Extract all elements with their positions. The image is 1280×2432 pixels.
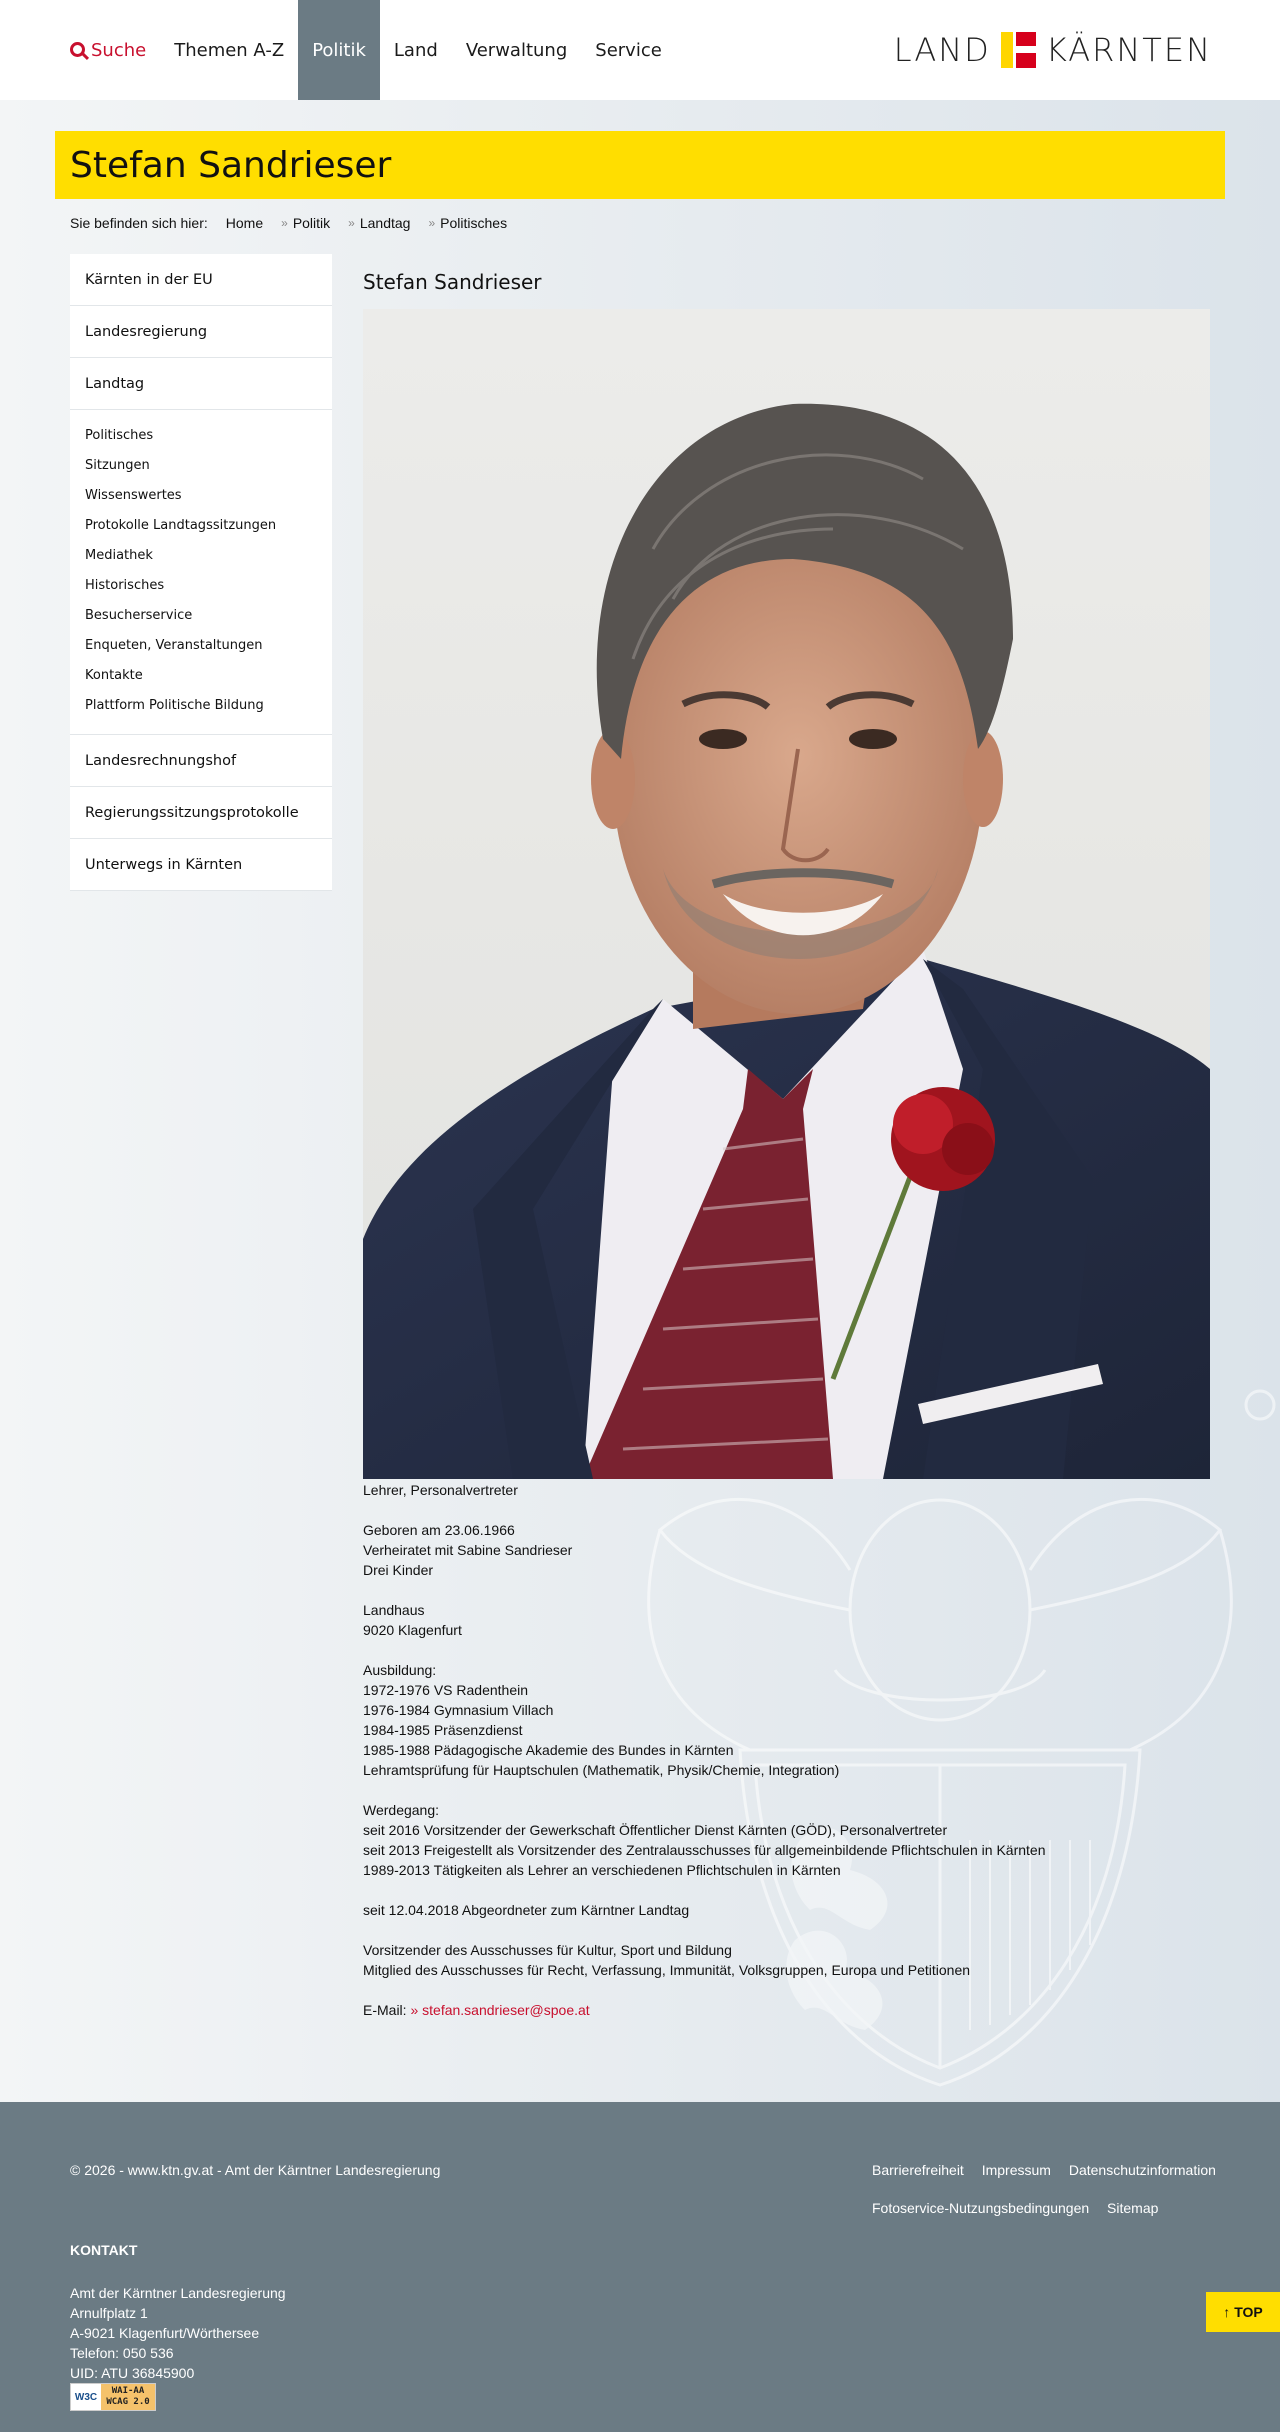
- email-row: [363, 2000, 1210, 2020]
- sidebar-item-protokolle[interactable]: Regierungssitzungsprotokolle: [70, 787, 332, 839]
- kontakt-line: A-9021 Klagenfurt/Wörthersee: [70, 2325, 260, 2341]
- search-label: Suche: [91, 39, 147, 61]
- sidebar-sub-bildung[interactable]: Plattform Politische Bildung: [85, 697, 264, 713]
- sidebar-sub-protokolle[interactable]: Protokolle Landtagssitzungen: [85, 517, 277, 533]
- bio-line: seit 12.04.2018 Abgeordneter zum Kärntner Landtag: [363, 1902, 690, 1918]
- sidebar-submenu: [70, 410, 332, 735]
- logo-text-left: LAND: [893, 31, 991, 69]
- arrow-up-icon: ↑: [1223, 2304, 1231, 2320]
- bio-paragraph: [363, 1940, 1210, 1980]
- bio-line: 9020 Klagenfurt: [363, 1622, 462, 1638]
- search-icon: [70, 42, 85, 57]
- breadcrumb-politisches[interactable]: Politisches: [440, 215, 508, 231]
- bio-line: Lehramtsprüfung für Hauptschulen (Mathematik, Physik/Chemie, Integration): [363, 1762, 840, 1778]
- sidebar-item-landesregierung[interactable]: Landesregierung: [70, 306, 332, 358]
- bio-line: 1972-1976 VS Radenthein: [363, 1682, 529, 1698]
- search-link[interactable]: [56, 0, 160, 100]
- bio-paragraph: [363, 1520, 1210, 1580]
- nav-politik[interactable]: Politik: [298, 0, 380, 100]
- chevron-right-icon: »: [281, 216, 288, 230]
- sidebar-item-landtag[interactable]: Landtag: [70, 358, 332, 410]
- back-to-top-button[interactable]: [1206, 2292, 1280, 2332]
- nav-service[interactable]: Service: [595, 39, 662, 61]
- title-band: [55, 131, 1225, 199]
- link-arrow-icon: »: [410, 2002, 419, 2018]
- sidebar-sub-mediathek[interactable]: Mediathek: [85, 547, 153, 563]
- sidebar-item-unterwegs[interactable]: Unterwegs in Kärnten: [70, 839, 332, 891]
- kontakt-line: Arnulfplatz 1: [70, 2305, 148, 2321]
- bio-line: Mitglied des Ausschusses für Recht, Verfassung, Immunität, Volksgruppen, Europa und Petitionen: [363, 1962, 971, 1978]
- sidebar-sub-sitzungen[interactable]: Sitzungen: [85, 457, 150, 473]
- footer-links: [872, 2162, 1232, 2238]
- sidebar-item-eu[interactable]: Kärnten in der EU: [70, 254, 332, 306]
- wcag-badge[interactable]: [70, 2383, 156, 2411]
- bio-paragraph: [363, 1480, 1210, 1500]
- kontakt-line: Telefon: 050 536: [70, 2345, 174, 2361]
- bio-line: Werdegang:: [363, 1802, 440, 1818]
- bio-line: Drei Kinder: [363, 1562, 434, 1578]
- bio-line: 1984-1985 Präsenzdienst: [363, 1722, 523, 1738]
- kontakt-line: Amt der Kärntner Landesregierung: [70, 2285, 286, 2301]
- chevron-right-icon: »: [348, 216, 355, 230]
- wai-aa-line2: WCAG 2.0: [106, 2397, 150, 2407]
- footer-link-sitemap[interactable]: Sitemap: [1107, 2200, 1159, 2216]
- wai-aa-line1: WAI-AA: [111, 2386, 145, 2396]
- bio-line: seit 2016 Vorsitzender der Gewerkschaft Öffentlicher Dienst Kärnten (GÖD), Personalvertreter: [363, 1822, 948, 1838]
- kontakt-line: UID: ATU 36845900: [70, 2365, 195, 2381]
- footer-link-impressum[interactable]: Impressum: [981, 2162, 1051, 2178]
- breadcrumb-landtag[interactable]: Landtag: [359, 215, 411, 231]
- portrait-photo: [363, 309, 1210, 1479]
- copyright: © 2026 - www.ktn.gv.at - Amt der Kärntner Landesregierung: [70, 2162, 441, 2178]
- w3c-logo: W3C: [74, 2391, 98, 2403]
- bio-line: Ausbildung:: [363, 1662, 437, 1678]
- footer: [0, 2102, 1280, 2432]
- footer-link-fotoservice[interactable]: Fotoservice-Nutzungsbedingungen: [872, 2200, 1090, 2216]
- sidebar-sub-wissenswertes[interactable]: Wissenswertes: [85, 487, 182, 503]
- bio-line: 1976-1984 Gymnasium Villach: [363, 1702, 554, 1718]
- bio-line: Vorsitzender des Ausschusses für Kultur, Sport und Bildung: [363, 1942, 732, 1958]
- email-label: E-Mail:: [363, 2002, 407, 2018]
- breadcrumb: [70, 215, 507, 231]
- portrait-illustration: [363, 309, 1210, 1479]
- sidebar-sub-historisches[interactable]: Historisches: [85, 577, 165, 593]
- nav-themen[interactable]: Themen A-Z: [174, 39, 285, 61]
- bio-line: Landhaus: [363, 1602, 425, 1618]
- sidebar-item-landesrechnungshof[interactable]: Landesrechnungshof: [70, 735, 332, 787]
- kontakt-heading: KONTAKT: [70, 2242, 138, 2258]
- sidebar-sub-kontakte[interactable]: Kontakte: [85, 667, 143, 683]
- page-title: Stefan Sandrieser: [70, 144, 392, 186]
- top-label: TOP: [1234, 2304, 1263, 2320]
- sidebar-sub-enqueten[interactable]: Enqueten, Veranstaltungen: [85, 637, 263, 653]
- content-heading: Stefan Sandrieser: [363, 269, 542, 294]
- bio-paragraph: [363, 1800, 1210, 1880]
- footer-link-datenschutz[interactable]: Datenschutzinformation: [1068, 2162, 1216, 2178]
- bio-line: Geboren am 23.06.1966: [363, 1522, 515, 1538]
- bio-line: 1989-2013 Tätigkeiten als Lehrer an verschiedenen Pflichtschulen in Kärnten: [363, 1862, 841, 1878]
- sidebar-sub-politisches[interactable]: Politisches: [85, 427, 154, 443]
- breadcrumb-label: Sie befinden sich hier:: [70, 215, 208, 231]
- header: [0, 0, 1280, 100]
- wai-aa-label: [101, 2384, 155, 2410]
- sidebar-sub-besucherservice[interactable]: Besucherservice: [85, 607, 193, 623]
- nav-verwaltung[interactable]: Verwaltung: [465, 39, 568, 61]
- sidebar: [70, 254, 332, 891]
- main-nav: [56, 0, 676, 100]
- bio-line: Lehrer, Personalvertreter: [363, 1482, 518, 1498]
- footer-link-barrierefreiheit[interactable]: Barrierefreiheit: [872, 2162, 964, 2178]
- logo[interactable]: [894, 32, 1212, 68]
- bio-line: seit 2013 Freigestellt als Vorsitzender des Zentralausschusses für allgemeinbildende Pflichtschulen in Kärnten: [363, 1842, 1046, 1858]
- chevron-right-icon: »: [428, 216, 436, 230]
- bio-paragraph: [363, 1660, 1210, 1780]
- main-content: [363, 254, 1210, 2040]
- bio-line: 1985-1988 Pädagogische Akademie des Bundes in Kärnten: [363, 1742, 734, 1758]
- nav-land[interactable]: Land: [393, 39, 438, 61]
- bio-paragraph: [363, 1900, 1210, 1920]
- biography: [363, 1480, 1210, 2020]
- email-link[interactable]: [410, 2002, 589, 2018]
- email-address: stefan.sandrieser@spoe.at: [422, 2002, 590, 2018]
- breadcrumb-home[interactable]: Home: [225, 215, 264, 231]
- kontakt-address: [70, 2283, 286, 2383]
- breadcrumb-politik[interactable]: Politik: [292, 215, 331, 231]
- bio-paragraph: [363, 1600, 1210, 1640]
- logo-text-right: KÄRNTEN: [1045, 31, 1212, 69]
- carinthia-flag-icon: [1001, 32, 1036, 68]
- bio-line: Verheiratet mit Sabine Sandrieser: [363, 1542, 573, 1558]
